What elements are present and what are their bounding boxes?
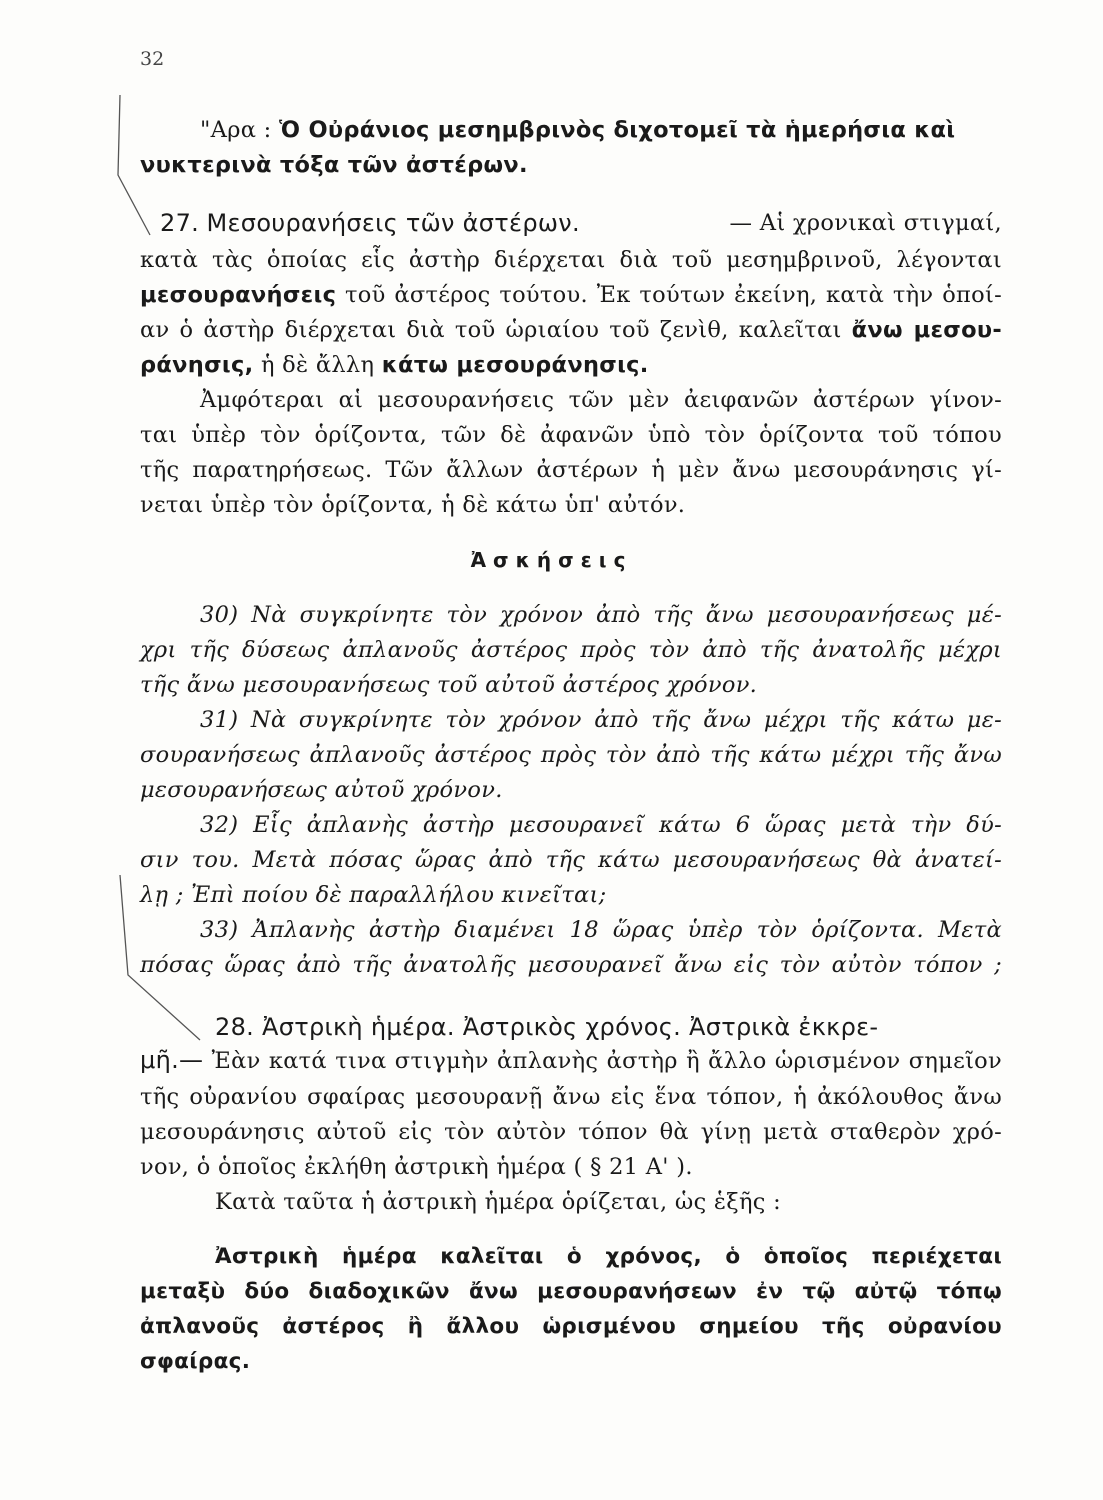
term-ranisis: ράνησις, bbox=[140, 352, 254, 378]
exercise-31-line-2: σουρανήσεως ἀπλανοῦς ἀστέρος πρὸς τὸν ἀπὸ τῆς κάτω μέχρι τῆς ἄνω bbox=[140, 742, 1002, 768]
section28-heading-cont: μῆ.— bbox=[140, 1046, 204, 1074]
section28-line-1 bbox=[140, 1045, 1002, 1076]
exercise-31-line-1: 31) Νὰ συγκρίνητε τὸν χρόνον ἀπὸ τῆς ἄνω μέχρι τῆς κάτω με- bbox=[200, 707, 1002, 733]
section28-heading: Ἀστρικὴ ἡμέρα. Ἀστρικὸς χρόνος. Ἀστρικὰ ἐκκρε- bbox=[262, 1013, 879, 1041]
section28-number: 28. bbox=[215, 1013, 255, 1041]
section27-line-2: κατὰ τὰς ὁποίας εἷς ἀστὴρ διέρχεται διὰ τοῦ μεσημβρινοῦ, λέγονται bbox=[140, 247, 1002, 273]
exercises-title: Ἀσκήσεις bbox=[470, 548, 633, 572]
section28-line-2: τῆς οὐρανίου σφαίρας μεσουρανῇ ἄνω εἰς ἕνα τόπον, ἡ ἀκόλουθος ἄνω bbox=[140, 1084, 1002, 1110]
section27-p2-line-2: ται ὑπὲρ τὸν ὁρίζοντα, τῶν δὲ ἀφανῶν ὑπὸ τὸν ὁρίζοντα τοῦ τόπου bbox=[140, 422, 1002, 448]
exercise-30-line-1: 30) Νὰ συγκρίνητε τὸν χρόνον ἀπὸ τῆς ἄνω μεσουρανήσεως μέ- bbox=[200, 602, 1002, 628]
section27-p2-line-3: τῆς παρατηρήσεως. Τῶν ἄλλων ἀστέρων ἡ μὲν ἄνω μεσουράνησις γί- bbox=[140, 457, 1002, 483]
conclusion-prefix: "Αρα : bbox=[200, 117, 280, 143]
section28-line1-rest: Ἐὰν κατά τινα στιγμὴν ἀπλανὴς ἀστὴρ ἢ ἄλλο ὡρισμένον σημεῖον bbox=[211, 1048, 1003, 1074]
conclusion-bold-a: Ὁ Οὐράνιος μεσημβρινὸς διχοτομεῖ τὰ ἡμερήσια καὶ bbox=[279, 117, 956, 143]
conclusion-line-1 bbox=[200, 115, 955, 145]
conclusion-line-2: νυκτερινὰ τόξα τῶν ἀστέρων. bbox=[140, 152, 528, 178]
definition-line-2: μεταξὺ δύο διαδοχικῶν ἄνω μεσουρανήσεων ἐν τῷ αὐτῷ τόπῳ bbox=[140, 1279, 1002, 1304]
section27-line3-rest: τοῦ ἀστέρος τούτου. Ἐκ τούτων ἐκείνη, κατὰ τὴν ὁποί- bbox=[345, 282, 1002, 308]
section27-line-4 bbox=[140, 315, 1002, 345]
section27-heading: Μεσουρανήσεις τῶν ἀστέρων. bbox=[206, 209, 580, 237]
section27-p2-line-4: νεται ὑπὲρ τὸν ὁρίζοντα, ἡ δὲ κάτω ὑπ' αὐτόν. bbox=[140, 492, 686, 518]
exercise-32-line-3: λῃ ; Ἐπὶ ποίου δὲ παραλλήλου κινεῖται; bbox=[140, 882, 607, 908]
section27-heading-line bbox=[160, 208, 1002, 239]
section28-line-5: Κατὰ ταῦτα ἡ ἀστρικὴ ἡμέρα ὁρίζεται, ὡς ἑξῆς : bbox=[215, 1189, 782, 1215]
exercise-32-line-2: σιν του. Μετὰ πόσας ὥρας ἀπὸ τῆς κάτω μεσουρανήσεως θὰ ἀνατεί- bbox=[140, 847, 1002, 873]
definition-line-3: ἀπλανοῦς ἀστέρος ἢ ἄλλου ὡρισμένου σημείου τῆς οὐρανίου bbox=[140, 1314, 1002, 1339]
term-kato-mesouranisis: κάτω μεσουράνησις. bbox=[381, 352, 649, 378]
section27-line-3 bbox=[140, 280, 1002, 310]
exercise-33-line-1: 33) Ἀπλανὴς ἀστὴρ διαμένει 18 ὥρας ὑπὲρ τὸν ὁρίζοντα. Μετὰ bbox=[200, 917, 1002, 943]
section27-line4-a: αν ὁ ἀστὴρ διέρχεται διὰ τοῦ ὡριαίου τοῦ ζενὶθ, καλεῖται bbox=[140, 317, 842, 343]
definition-line-4: σφαίρας. bbox=[140, 1349, 251, 1374]
exercise-30-line-3: τῆς ἄνω μεσουρανήσεως τοῦ αὐτοῦ ἀστέρος χρόνον. bbox=[140, 672, 758, 698]
section27-number: 27. bbox=[160, 209, 200, 237]
section27-line-5 bbox=[140, 350, 649, 380]
term-mesouraniseis: μεσουρανήσεις bbox=[140, 282, 337, 308]
section27-p2-line-1: Ἀμφότεραι αἱ μεσουρανήσεις τῶν μὲν ἀειφανῶν ἀστέρων γίνον- bbox=[200, 387, 1002, 413]
section28-line-4: νον, ὁ ὁποῖος ἐκλήθη ἀστρικὴ ἡμέρα ( § 21 Α' ). bbox=[140, 1154, 693, 1180]
section28-line-3: μεσουράνησις αὐτοῦ εἰς τὸν αὐτὸν τόπον θὰ γίνῃ μετὰ σταθερὸν χρό- bbox=[140, 1119, 1002, 1145]
exercise-31-line-3: μεσουρανήσεως αὐτοῦ χρόνον. bbox=[140, 777, 503, 803]
section28-heading-line bbox=[215, 1012, 878, 1042]
term-ano-mesouranisis: ἄνω μεσου- bbox=[851, 317, 1002, 343]
page-number: 32 bbox=[140, 48, 165, 70]
section27-line1-rest: — Αἱ χρονικαὶ στιγμαί, bbox=[729, 210, 1002, 236]
exercise-33-line-2: πόσας ὥρας ἀπὸ τῆς ἀνατολῆς μεσουρανεῖ ἄνω εἰς τὸν αὐτὸν τόπον ; bbox=[140, 952, 1002, 978]
exercise-32-line-1: 32) Εἷς ἀπλανὴς ἀστὴρ μεσουρανεῖ κάτω 6 ὥρας μετὰ τὴν δύ- bbox=[200, 812, 1002, 838]
definition-line-1: Ἀστρικὴ ἡμέρα καλεῖται ὁ χρόνος, ὁ ὁποῖος περιέχεται bbox=[215, 1244, 1002, 1269]
exercise-30-line-2: χρι τῆς δύσεως ἀπλανοῦς ἀστέρος πρὸς τὸν ἀπὸ τῆς ἀνατολῆς μέχρι bbox=[140, 637, 1002, 663]
section27-line5-mid: ἡ δὲ ἄλλη bbox=[260, 352, 375, 378]
